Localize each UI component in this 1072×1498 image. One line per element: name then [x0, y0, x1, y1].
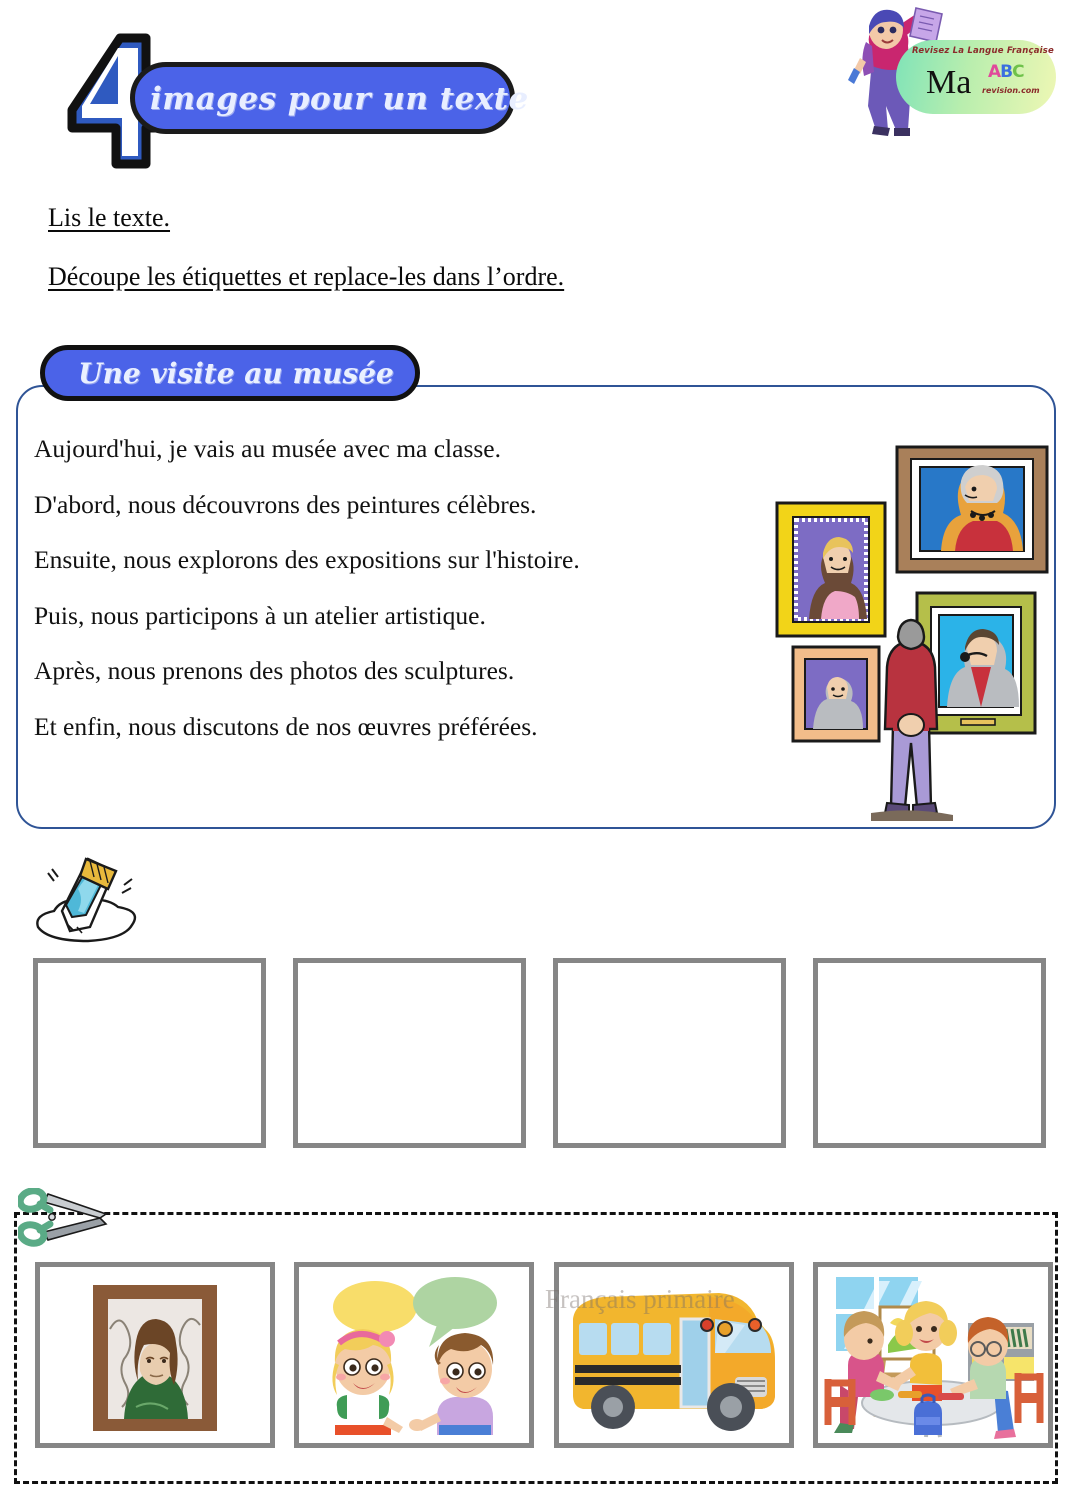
- logo-tagline: Revisez La Langue Française: [912, 46, 1055, 56]
- answer-box[interactable]: [553, 958, 786, 1148]
- label-card[interactable]: [554, 1262, 794, 1448]
- reading-line: Et enfin, nous discutons de nos œuvres préférées.: [34, 711, 538, 741]
- label-card[interactable]: [35, 1262, 275, 1448]
- reading-line: Ensuite, nous explorons des expositions sur l'histoire.: [34, 545, 580, 574]
- reading-title: Une visite au musée: [78, 356, 394, 390]
- glue-stick-icon: [32, 845, 152, 950]
- instruction-read-text: Lis le texte.: [48, 203, 171, 232]
- logo-abc-icon: ABC: [988, 62, 1024, 82]
- answer-box[interactable]: [293, 958, 526, 1148]
- instruction-cut-and-order: Découpe les étiquettes et replace-les dans l’ordre.: [48, 262, 565, 291]
- reading-line: Puis, nous participons à un atelier artistique.: [34, 600, 486, 630]
- label-card[interactable]: [294, 1262, 534, 1448]
- header-title: images pour un texte: [150, 81, 529, 117]
- answer-box[interactable]: [33, 958, 266, 1148]
- watermark-text: Français primaire: [545, 1284, 735, 1314]
- answer-box[interactable]: [813, 958, 1046, 1148]
- site-logo: [830, 2, 1062, 140]
- scissors-icon: [18, 1188, 118, 1250]
- museum-gallery-visitor-icon: [765, 425, 1050, 825]
- page-header: [0, 0, 1072, 175]
- logo-domain: revision.com: [982, 86, 1040, 95]
- reading-line: Après, nous prenons des photos des sculptures.: [34, 656, 515, 685]
- logo-brand: Ma: [926, 64, 972, 101]
- label-card[interactable]: [813, 1262, 1053, 1448]
- reading-text-body: [34, 436, 774, 769]
- reading-line: Aujourd'hui, je vais au musée avec ma classe.: [34, 434, 501, 463]
- reading-line: D'abord, nous découvrons des peintures célèbres.: [34, 489, 537, 519]
